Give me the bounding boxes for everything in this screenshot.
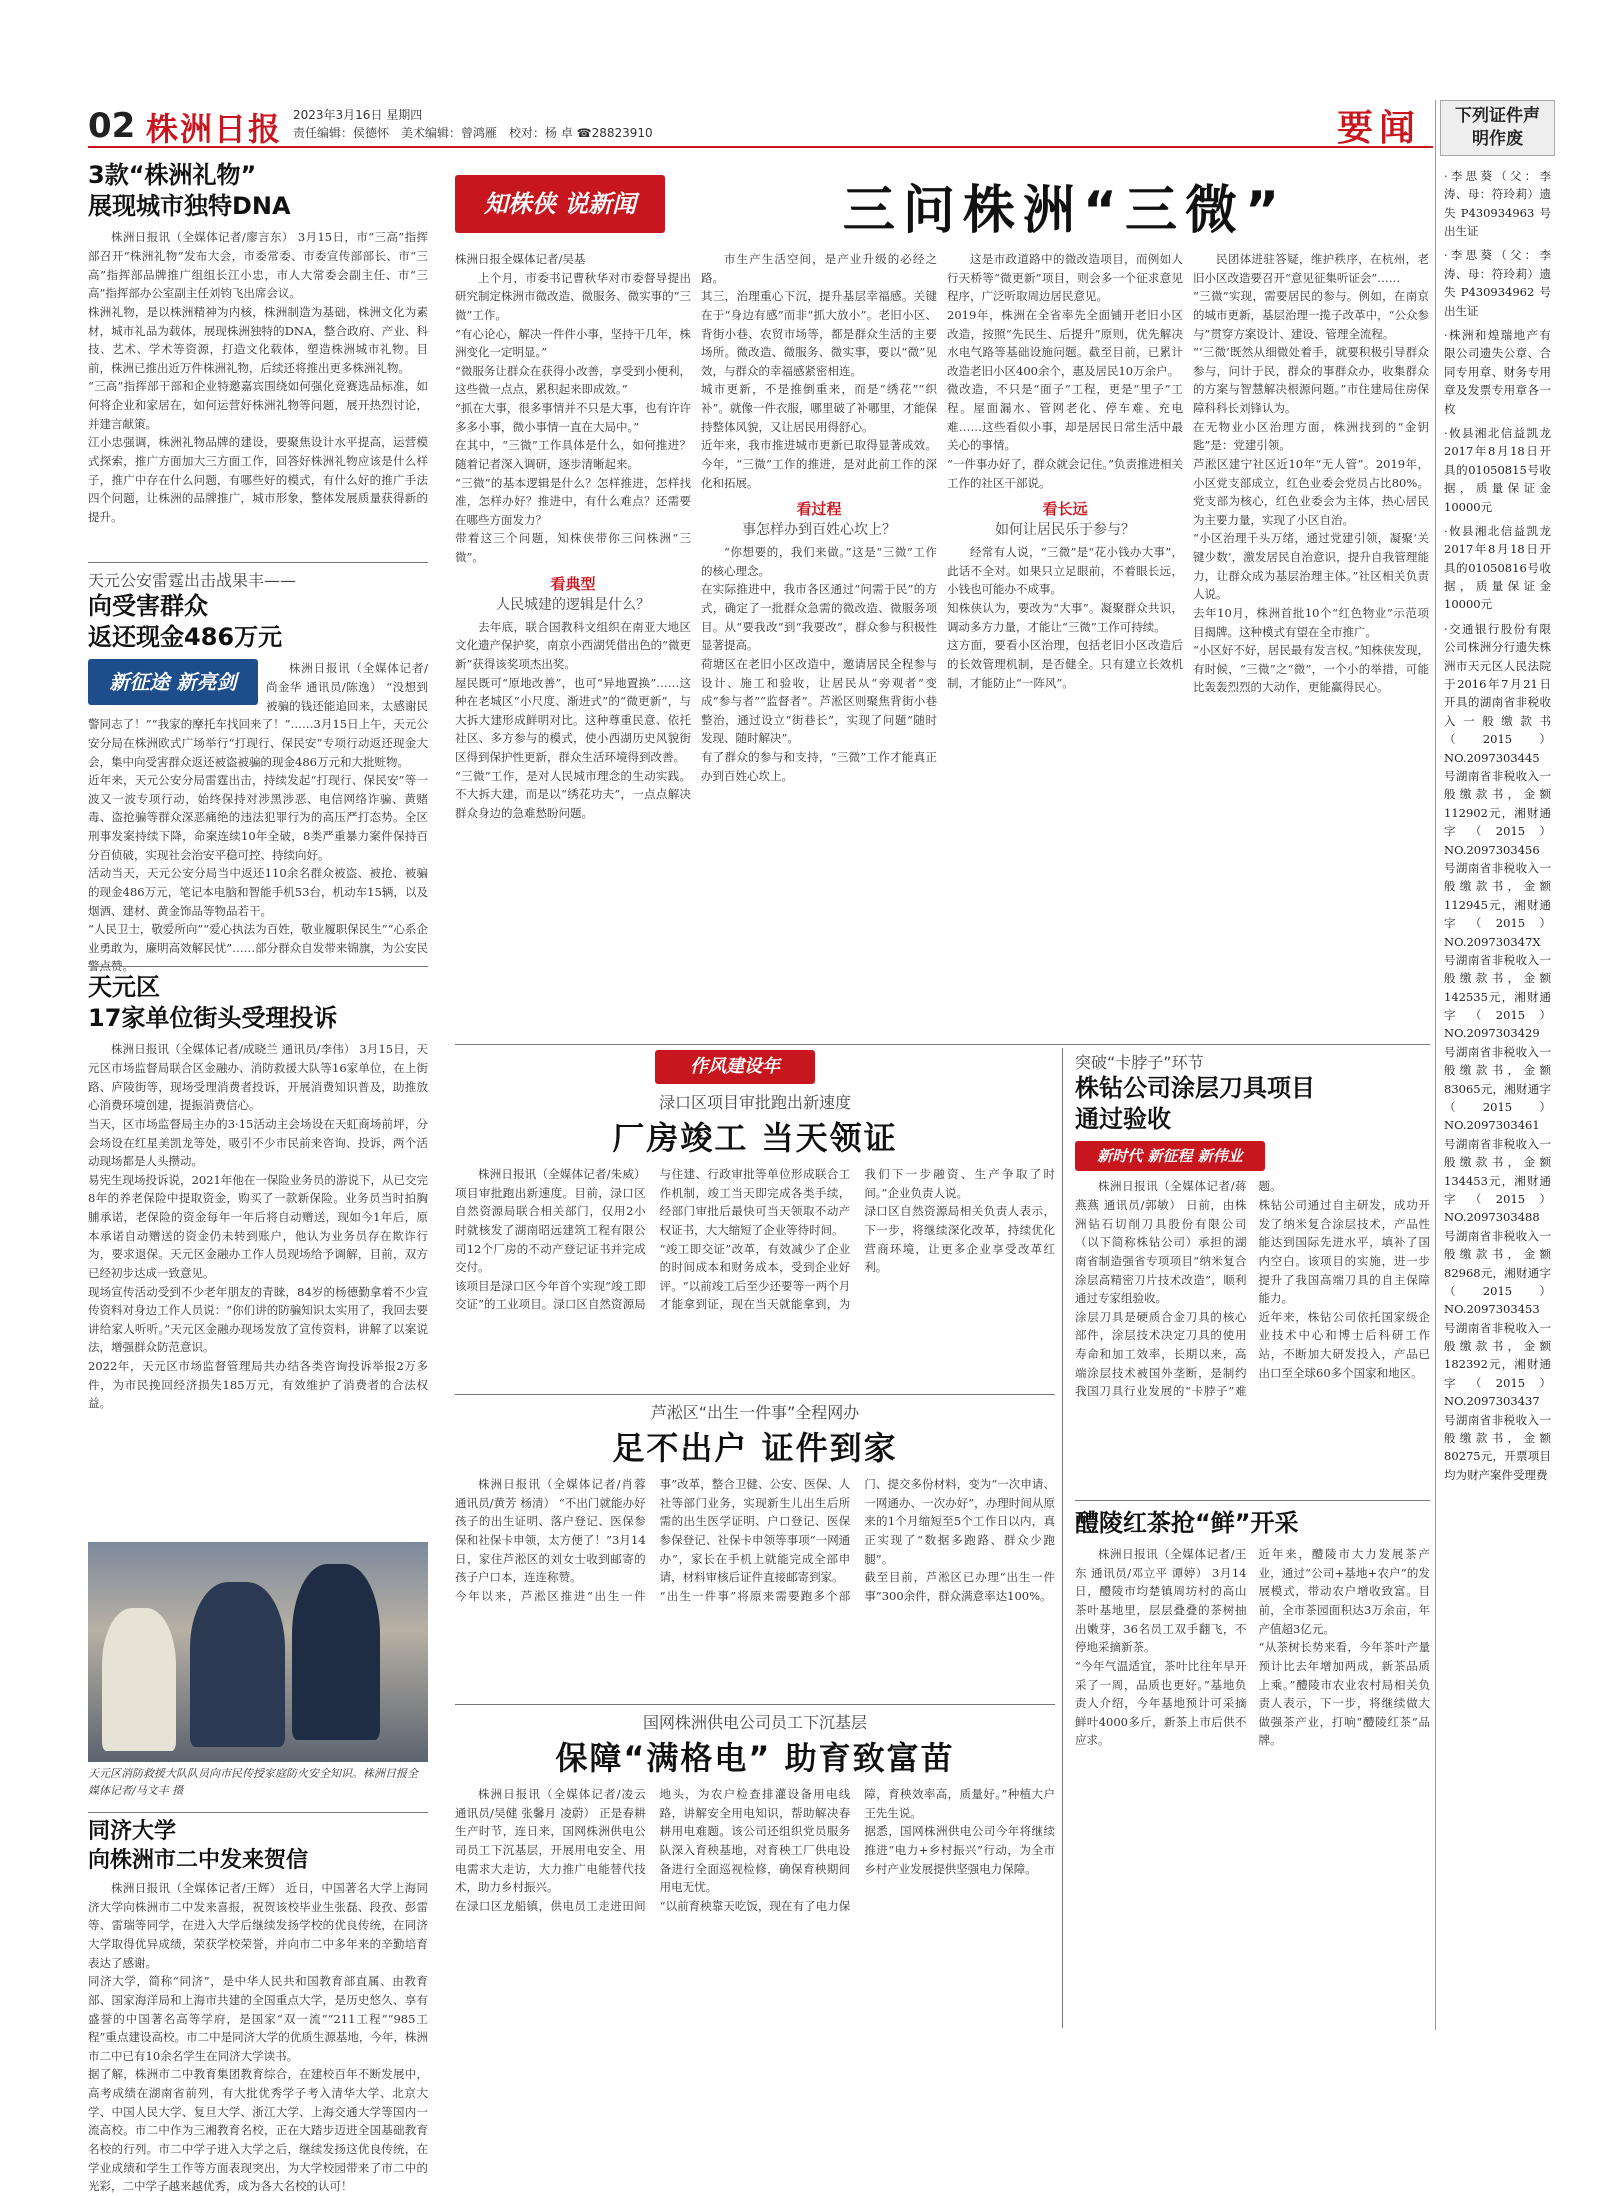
article-body: 株洲日报讯（全媒体记者/凌云 通讯员/吴健 张馨月 凌蔚） 正是春耕生产时节，连日来，国网株洲供电公司员工下沉基层，开展用电安全、用电需求大走访，大力推广电能替代技术，助力乡村振兴。 在渌口区龙船镇，供电员工走进田间地头，为农户检查排灌设备用电线路，讲解安全用电知识，帮助解决春耕用电难题。该公司还组织党员服务队深入育秧基地，对育秧工厂供电设备进行全面巡视检修，确保育秧期间用电无忧。 “以前育秧靠天吃饭，现在有了电力保障，育秧效率高，质量好。”种植大户王先生说。 据悉，国网株洲供电公司今年将继续推进“电力+乡村振兴”行动，为全市乡村产业发展提供坚强电力保障。: [455, 1787, 1055, 1913]
kicker: 突破“卡脖子”环节: [1075, 1053, 1204, 1072]
article-body: 株洲日报讯（全媒体记者/王辉） 近日，中国著名大学上海同济大学向株洲市二中发来喜报，祝贺该校毕业生张磊、段孜、彭雷等、雷瑞等同学，在进入大学后继续发扬学校的优良传统，在同济大学取得优异成绩，荣获学校荣誉，并向市二中多年来的辛勤培育表达了感谢。 同济大学，简称“同济”，是中华人民共和国教育部直属、由教育部、国家海洋局和上海市共建的全国重点大学，是历史悠久、享有盛誉的中国著名高等学府，是国家“双一流”“211工程”“985工程”重点建设高校。市二中是同济大学的优质生源基地，今年，株洲市二中已有10余名学生在同济大学读书。 据了解，株洲市二中教育集团教育综合，在建校百年不断发展中，高考成绩在湖南省前列，有大批优秀学子考入清华大学、北京大学、中国人民大学、复旦大学、浙江大学、上海交通大学等国内一流高校。市二中作为三湘教育名校，正在大踏步迈进全国基础教育名校的行列。市二中学子进入大学之后，继续发扬这优良传统，在学业成绩和学生工作等方面表现突出，为大学校园带来了市二中的光彩，二中学子越来越优秀，成为各大名校的认可！: [88, 1881, 428, 2194]
headline: 3款“株洲礼物”: [88, 161, 257, 189]
headline: 通过验收: [1075, 1105, 1171, 1134]
issue-date: 2023年3月16日 星期四: [293, 108, 423, 122]
headline: 天元区: [88, 973, 160, 1001]
article-body: 株洲日报讯（全媒体记者/王东 通讯员/邓立平 谭婷） 3月14日，醴陵市均楚镇周坊村的高山茶叶基地里，层层叠叠的茶树抽出嫩芽，36名员工双手翻飞，不停地采摘新茶。 “今年气温适宜，茶叶比往年早开采了一周，品质也更好。”基地负责人介绍，今年基地预计可采摘鲜叶4000多斤，新茶上市后供不应求。 近年来，醴陵市大力发展茶产业，通过“公司+基地+农户”的发展模式，带动农户增收致富。目前，全市茶园面积达3万余亩，年产值超3亿元。 “从茶树长势来看，今年茶叶产量预计比去年增加两成，新茶品质上乘。”醴陵市农业农村局相关负责人表示，下一步，将继续做大做强茶产业，打响“醴陵红茶”品牌。: [1075, 1547, 1430, 1748]
divider: [455, 1044, 1430, 1045]
page-number: 02: [88, 106, 136, 146]
feature-col-2: [701, 250, 937, 1040]
feature-headline: 三问株洲“三微”: [842, 181, 1288, 241]
article-power: [455, 1710, 1055, 2030]
article-body: 株洲日报讯（全媒体记者/蒋燕燕 通讯员/郭敏） 日前，由株洲钻石切削刀具股份有限公司（以下简称株钻公司）承担的湖南省制造强省专项项目“纳米复合涂层高精密刀片技术改造”，顺利通过专家组验收。 涂层刀具是硬质合金刀具的核心部件，涂层技术决定刀具的使用寿命和加工效率，长期以来，高端涂层技术被国外垄断，是制约我国刀具行业发展的“卡脖子”难题。 株钻公司通过自主研发，成功开发了纳米复合涂层技术，产品性能达到国际先进水平，填补了国内空白。该项目的实施，进一步提升了我国高端刀具的自主保障能力。 近年来，株钻公司依托国家级企业技术中心和博士后科研工作站，不断加大研发投入，产品已出口至全球60多个国家和地区。: [1075, 1179, 1430, 1399]
photo-caption: 天元区消防救援大队队员向市民传授家庭防火安全知识。株洲日报全媒体记者/马文丰 摄: [88, 1767, 418, 1797]
headline: 同济大学: [88, 1819, 177, 1844]
notice-item: ·李思葵（父：李涛、母：符玲莉）遗失P430934963号出生证: [1444, 168, 1551, 239]
article-fraud: [88, 568, 428, 974]
article-body: 经常有人说，“三微”是“花小钱办大事”，此话不全对。如果只立足眼前，不着眼长远，小钱也可能办不成事。 知株侠认为，要改为“大事”。凝聚群众共识，调动多方力量，才能让“三微”工作可持续。 这方面，要看小区治理，包括老旧小区改造后的长效管理机制，是否健全。只有建立长效机制，才能防止“一阵风”。: [947, 545, 1183, 690]
divider: [88, 966, 428, 967]
article-tongji: [88, 1818, 428, 2194]
article-body: 株洲日报讯（全媒体记者/朱威） 项目审批跑出新速度。目前，渌口区自然资源局联合相关部门，仅用2小时就核发了湖南昭远建筑工程有限公司12个厂房的不动产登记证书并完成交付。 该项目是渌口区今年首个实现“竣工即交证”的工业项目。渌口区自然资源局与住建、行政审批等单位形成联合工作机制，竣工当天即完成各类手续，经部门审批后最快可当天领取不动产权证书，大大缩短了企业等待时间。 “竣工即交证”改革，有效减少了企业的时间成本和财务成本，受到企业好评。“以前竣工后至少还要等一两个月才能拿到证，现在当天就能拿到，为我们下一步融资、生产争取了时间。”企业负责人说。 渌口区自然资源局相关负责人表示，下一步，将继续深化改革，持续优化营商环境，让更多企业享受改革红利。: [455, 1167, 1055, 1312]
kicker: 国网株洲供电公司员工下沉基层: [642, 1713, 867, 1732]
divider: [88, 562, 428, 563]
feature-banner: 知株侠 说新闻: [455, 175, 665, 233]
headline: 17家单位街头受理投诉: [88, 1004, 338, 1033]
news-photo: [88, 1542, 428, 1762]
article-body: 株洲日报讯（全媒体记者/成晓兰 通讯员/李伟） 3月15日，天元区市场监督局联合区金融办、消防救援大队等16家单位，在上街路、庐陵街等，现场受理消费者投诉，开展消费知识普及，助推放心消费环境创建，提振消费信心。 当天，区市场监督局主办的3·15活动主会场设在天虹商场前坪，分会场设在红星美凯龙等处，吸引不少市民前来咨询、投诉，两个活动现场都是人头攒动。 易宪生现场投诉说，2021年他在一保险业务员的游说下，从已交完8年的养老保险中提取资金，购买了一款新保险。业务员当时拍胸脯承诺，老保险的资金每年一年后将自动赠送，现如今1年后，原本承诺自动赠送的资金仍未转到账户，他认为业务员存在欺诈行为，要求退保。天元区金融办工作人员现场给予调解，目前，双方已经初步达成一致意见。 现场宣传活动受到不少老年朋友的青睐，84岁的杨德勤拿着不少宣传资料对身边工作人员说：“你们讲的防骗知识太实用了，我回去要讲给家人听听。”天元区金融办现场发放了宣传资料，讲解了以案说法，增强群众防范意识。 2022年，天元区市场监督管理局共办结各类咨询投诉举报2万多件，为市民挽回经济损失185万元，有效维护了消费者的合法权益。: [88, 1042, 428, 1411]
kicker: 天元公安雷霆出击战果丰——: [88, 571, 297, 590]
article-body: 去年底，联合国教科文组织在南亚大地区文化遗产保护奖，南京小西湖凭借出色的“微更新”获得该奖项杰出奖。 屋民既可“原地改善”，也可“异地置换”……这种在老城区“小尺度、渐进式”的“微更新”，与大拆大建形成鲜明对比。这种尊重民意、依托社区、多方参与的模式，使小西湖历史风貌街区得到保护性更新，群众生活环境得到改善。 “三微”工作，是对人民城市理念的生动实践。不大拆大建，而是以“绣花功夫”，一点点解决群众身边的急难愁盼问题。: [455, 619, 691, 820]
notice-item: ·攸县湘北信益凯龙2017年8月18日开具的01050815号收据，质量保证金10000元: [1444, 425, 1551, 514]
divider: [1075, 1500, 1430, 1501]
notice-item: ·攸县湘北信益凯龙2017年8月18日开具的01050816号收据，质量保证金10000元: [1444, 523, 1551, 612]
article-tools: [1075, 1050, 1430, 1495]
kicker: 渌口区项目审批跑出新速度: [658, 1093, 851, 1112]
article-body: “你想要的，我们来做。”这是“三微”工作的核心理念。 在实际推进中，我市各区通过“问需于民”的方式，确定了一批群众急需的微改造、微服务项目。从“要我改”到“我要改”，群众参与积极性显著提高。 荷塘区在老旧小区改造中，邀请居民全程参与设计、施工和验收，让居民从“旁观者”变成“参与者”“监督者”。芦淞区则聚焦背街小巷整治，通过设立“街巷长”，实现了问题“随时发现、随时解决”。 有了群众的参与和支持，“三微”工作才能真正办到百姓心坎上。: [701, 545, 937, 783]
article-factory: [455, 1090, 1055, 1390]
feature-col-3: [947, 250, 1183, 1040]
headline: 足不出户 证件到家: [612, 1429, 898, 1467]
article-body: 株洲日报讯（全媒体记者/肖蓉 通讯员/黄芳 杨清） “不出门就能办好孩子的出生证明、落户登记、医保参保和社保卡申领，太方便了！”3月14日，家住芦淞区的刘女士收到邮寄的孩子户口本，连连称赞。 今年以来，芦淞区推进“出生一件事”改革，整合卫健、公安、医保、人社等部门业务，实现新生儿出生后所需的出生医学证明、户口登记、医保参保登记、社保卡申领等事项“一网通办”，家长在手机上就能完成全部申请，材料审核后证件直接邮寄到家。 “出生一件事”将原来需要跑多个部门、提交多份材料，变为“一次申请、一网通办、一次办好”，办理时间从原来的1个月缩短至5个工作日以内，真正实现了“数据多跑路、群众少跑腿”。 截至目前，芦淞区已办理“出生一件事”300余件，群众满意率达100%。: [455, 1477, 1055, 1603]
campaign-banner: 作风建设年: [655, 1050, 815, 1084]
notices-column: [1435, 100, 1555, 2030]
feature-col-4: [1193, 250, 1429, 1040]
article-body: 民团体进驻答疑，维护秩序，在杭州，老旧小区改造要召开“意见征集听证会”…… “三微”实现，需要居民的参与。例如，在南京的城市更新，基层治理一揽子改革中，“公众参与”贯穿方案设计、建设、管理全流程。 “‘三微’既然从细微处着手，就要积极引导群众参与，问计于民，群众的事群众办，收集群众的方案与智慧解决根源问题。”市住建局住房保障科科长刘锋认为。 在无物业小区治理方面，株洲找到的“金钥匙”是：党建引领。 芦淞区建宁社区近10年“无人管”。2019年，小区党支部成立，红色业委会党员占比80%。党支部为核心，红色业委会为主体，热心居民为主要力量，实现了小区自治。 “小区治理千头万绪，通过党建引领，凝聚‘关键少数’，激发居民自治意识，提升自我管理能力，让群众成为基层治理主体。”社区相关负责人说。 去年10月，株洲首批10个“红色物业”示范项目揭牌。这种模式有望在全市推广。 “小区好不好，居民最有发言权。”知株侠发现，有时候，“三微”之“微”，一个小的举措，可能比轰轰烈烈的大动作，更能赢得民心。: [1193, 252, 1430, 695]
photo-caption-box: [88, 1766, 428, 1806]
column-divider: [1062, 1048, 1063, 2028]
article-body: 这是市政道路中的微改造项目，而例如人行天桥等“微更新”项目，则会多一个征求意见程序，广泛听取周边居民意见。 2019年，株洲在全省率先全面铺开老旧小区改造，按照“先民生、后提升”原则，优先解决水电气路等基础设施问题。截至目前，已累计改造老旧小区400余个，惠及居民10万余户。 微改造，不只是“面子”工程，更是“里子”工程。屋面漏水、管网老化、停车难、充电难……这些看似小事，却是居民日常生活中最关心的事情。 “一件事办好了，群众就会记住。”负责推进相关工作的社区干部说。: [947, 252, 1184, 490]
feature-col-1: [455, 250, 691, 1040]
editors-line: 责任编辑：侯德怀 美术编辑：曾鸿雁 校对：杨 卓 ☎28823910: [293, 126, 653, 140]
section-tag: 看过程: [796, 500, 842, 519]
notice-item: ·株洲和煌瑞地产有限公司遗失公章、合同专用章、财务专用章及发票专用章各一枚: [1444, 328, 1551, 416]
campaign-banner: 新时代 新征程 新伟业: [1075, 1141, 1265, 1171]
article-body: 株洲日报讯（全媒体记者/尚金华 通讯员/陈逸） “没想到被骗的钱还能追回来，太感谢民警同志了！”“我家的摩托车找回来了！”……3月15日上午，天元公安分局在株洲欧式广场举行“打现行、保民安”专项行动返还现金大会，集中向受害群众返还被盗被骗的现金486万元和大批赃物。 近年来，天元公安分局雷霆出击，持续发起“打现行、保民安”等一波又一波专项行动，始终保持对涉黑涉恶、电信网络诈骗、黄赌毒、盗抢骗等群众深恶痛绝的违法犯罪行为的高压严打态势。全区刑事发案持续下降，命案连续10年全破，8类严重暴力案件保持百分百侦破，实现社会治安平稳可控、持续向好。 活动当天，天元公安分局当中返还110余名群众被盗、被抢、被骗的现金486万元，笔记本电脑和智能手机53台，机动车15辆，以及烟酒、建材、黄金饰品等物品若干。 “人民卫士，敬爱所向”“爱心执法为百姓，敬业履职保民生”“心系企业勇敢为，廉明高效解民忧”……部分群众自发带来锦旗，为公安民警点赞。: [88, 661, 428, 974]
notices-title: 下列证件声明作废: [1440, 100, 1555, 156]
notice-item: ·李思葵（父：李涛、母：符玲莉）遗失P430934962号出生证: [1444, 248, 1551, 318]
headline: 株钻公司涂层刀具项目: [1075, 1074, 1315, 1102]
headline: 厂房竣工 当天领证: [612, 1119, 898, 1157]
headline: 向受害群众: [88, 592, 208, 620]
section-tag: 看典型: [550, 574, 596, 593]
divider: [88, 1812, 428, 1813]
byline: 株洲日报全媒体记者/吴基: [455, 252, 586, 266]
article-gifts: [88, 160, 428, 558]
section-question: 如何让居民乐于参与？: [995, 522, 1135, 539]
article-body: 上个月，市委书记曹秋华对市委督导提出研究制定株洲市微改造、微服务、微实事的“三微”工作。 “有心论心，解决一件件小事，坚持干几年，株洲变化一定明显。” “微服务让群众在获得小改善，享受到小便利，这些微一点点，累积起来即成效。” “抓在大事，很多事情并不只是大事，也有许许多多小事，微小事情一直在大局中。” 在其中，“三微”工作具体是什么，如何推进？随着记者深入调研，逐步清晰起来。 “三微”的基本逻辑是什么？怎样推进，怎样找准，怎样办好？推进中，有什么难点？还需要在哪些方面发力？ 带着这三个问题，知株侠带你三问株洲“三微”。: [455, 270, 691, 564]
kicker: 芦淞区“出生一件事”全程网办: [650, 1403, 860, 1422]
section-label: 要闻: [1336, 107, 1421, 149]
article-tianyuan: [88, 972, 428, 1538]
article-tea: [1075, 1508, 1430, 2030]
section-tag: 看长远: [1042, 500, 1088, 519]
headline: 返还现金486万元: [88, 623, 283, 652]
article-body: 市生产生活空间，是产业升级的必经之路。 其三，治理重心下沉，提升基层幸福感。关键在于“身边有感”而非“抓大放小”。老旧小区、背街小巷、农贸市场等，都是群众生活的主要场所。微改造、微服务、微实事，要以“微”见效，与群众的幸福感紧密相连。 城市更新，不是推倒重来，而是“绣花”“织补”。就像一件衣服，哪里破了补哪里，才能保持整体风貌，又让居民用得舒心。 近年来，我市推进城市更新已取得显著成效。今年，“三微”工作的推进，是对此前工作的深化和拓展。: [701, 252, 937, 490]
notice-item: ·交通银行股份有限公司株洲分行遗失株洲市天元区人民法院于2016年7月21日开具的湖南省非税收入一般缴款书（2015）NO.2097303445号湖南省非税收入一般缴款书，金额112902元，湘财通字（2015）NO.2097303456号湖南省非税收入一般缴款书，金额112945元，湘财通字（2015）NO.209730347X号湖南省非税收入一般缴款书，金额142535元，湘财通字（2015）NO.2097303429号湖南省非税收入一般缴款书，金额83065元，湘财通字（2015）NO.2097303461号湖南省非税收入一般缴款书，金额134453元，湘财通字（2015）NO.2097303488号湖南省非税收入一般缴款书，金额82968元，湘财通字（2015）NO.2097303453号湖南省非税收入一般缴款书，金额182392元，湘财通字（2015）NO.2097303437号湖南省非税收入一般缴款书，金额80275元，开票项目均为财产案件受理费: [1444, 621, 1551, 1482]
article-birth: [455, 1400, 1055, 1700]
page-header: [88, 100, 1433, 148]
headline: 向株洲市二中发来贺信: [88, 1847, 309, 1873]
newspaper-logo: 株洲日报: [146, 110, 283, 148]
headline: 醴陵红茶抢“鲜”开采: [1075, 1509, 1299, 1537]
column-banner: 新征途 新亮剑: [88, 659, 258, 705]
section-question: 事怎样办到百姓心坎上？: [742, 522, 896, 539]
divider: [455, 1704, 1055, 1705]
section-question: 人民城建的逻辑是什么？: [496, 596, 650, 613]
article-body: 株洲日报讯（全媒体记者/廖言东） 3月15日，市“三高”指挥部召开“株洲礼物”发布大会，市委常委、市委宣传部部长、市“三高”指挥部品牌推广组组长江小忠，市人大常委会副主任、市“三高”指挥部办公室副主任刘钧飞出席会议。 株洲礼物，是以株洲精神为内核，株洲制造为基础，株洲文化为素材，城市礼品为载体，展现株洲独特的DNA，整合政府、产业、科技、艺术、学术等资源，打造文化载体，塑造株洲城市礼物。目前，株洲已推出近万件株洲礼物，后续还将推出更多株洲礼物。 “三高”指挥部干部和企业特邀嘉宾围绕如何强化竞赛选品标准，如何将企业和家居在，如何运营好株洲礼物等问题，展开热烈讨论，并建言献策。 江小忠强调，株洲礼物品牌的建设，要聚焦设计水平提高，运营模式探索，推广方面加大三方面工作，回答好株洲礼物应该是什么样子，推广中存在什么问题，有哪些好的模式，有什么好的推广手法四个问题，让株洲的品牌推广，城市形象，整体发展质量获得新的提升。: [88, 230, 428, 524]
headline: 展现城市独特DNA: [88, 192, 291, 221]
divider: [455, 1394, 1055, 1395]
headline: 保障“满格电” 助育致富苗: [555, 1739, 955, 1777]
